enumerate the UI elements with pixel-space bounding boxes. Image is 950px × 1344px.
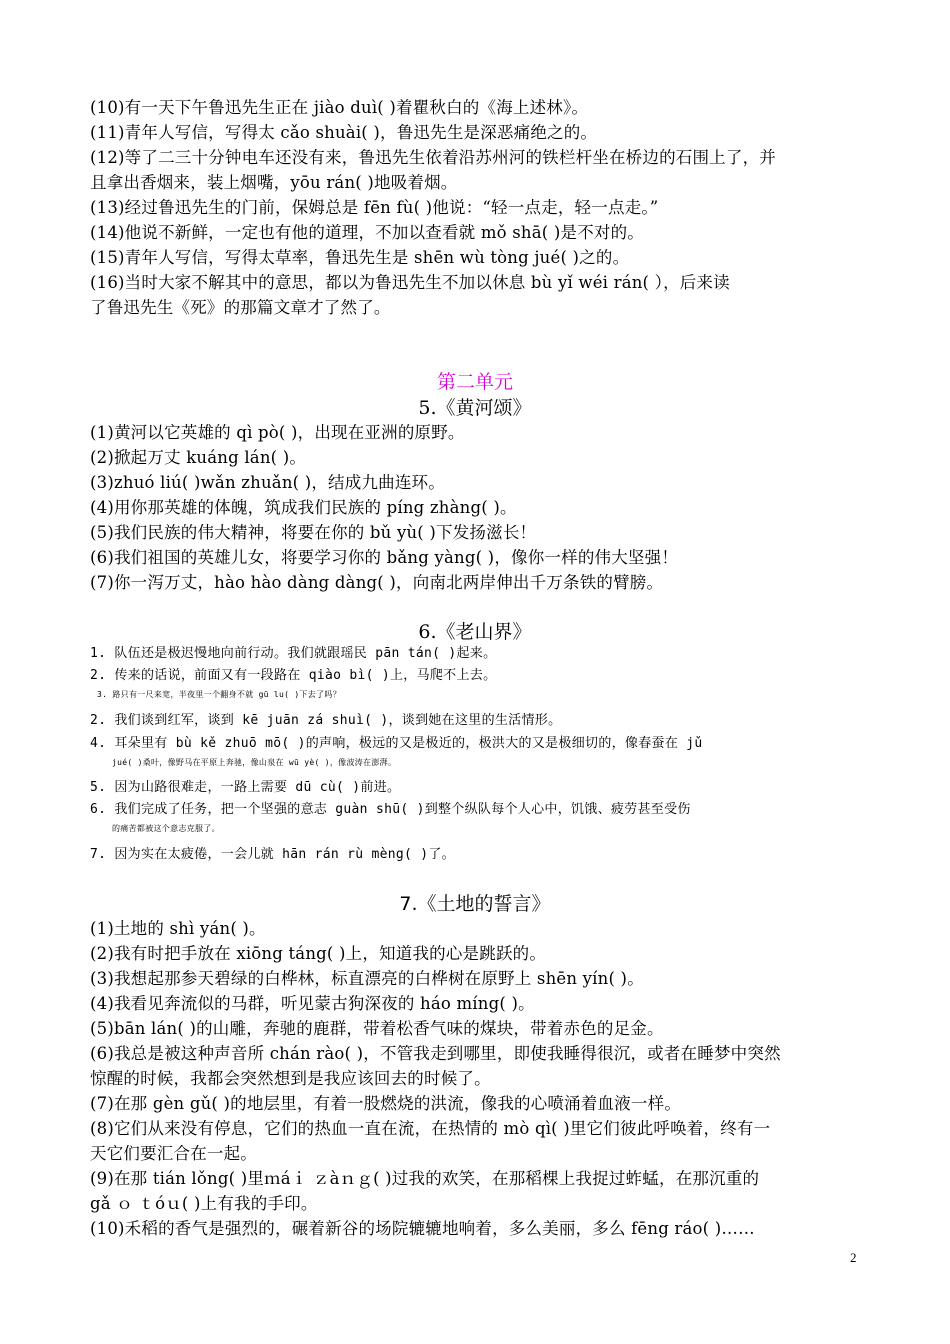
text-line: jué( )桑叶，像野马在平原上奔驰，像山泉在 wū yè( )，像波涛在澎湃。 (112, 758, 397, 767)
text-line: 2. 传来的话说，前面又有一段路在 qiào bì( )上，马爬不上去。 (90, 668, 497, 683)
text-line: 天它们要汇合在一起。 (90, 1144, 257, 1163)
text-line: 3. 路只有一尺来宽，半夜里一个翻身不就 gū lu( )下去了吗？ (97, 690, 341, 699)
text-line: 了鲁迅先生《死》的那篇文章才了然了。 (90, 298, 391, 317)
text-line: (3)zhuó liú( )wǎn zhuǎn( )，结成九曲连环。 (90, 473, 445, 492)
text-line: 4. 耳朵里有 bù kě zhuō mō( )的声响，极远的又是极近的，极洪大的又是极细切的，像春蚕在 jǔ (90, 736, 703, 751)
text-line: (10)有一天下午鲁迅先生正在 jiào duì( )着瞿秋白的《海上述林》。 (90, 98, 589, 117)
text-line: (4)用你那英雄的体魄，筑成我们民族的 píng zhàng( )。 (90, 498, 517, 517)
text-line: (7)你一泻万丈，hào hào dàng dàng( )，向南北两岸伸出千万条铁的臂膀。 (90, 573, 664, 592)
text-line: 2. 我们谈到红军，谈到 kē juān zá shuì( )，谈到她在这里的生活情形。 (90, 713, 562, 728)
text-line: (14)他说不新鲜，一定也有他的道理，不加以查看就 mǒ shā( )是不对的。 (90, 223, 644, 242)
text-line: (16)当时大家不解其中的意思，都以为鲁迅先生不加以休息 bù yǐ wéi rán( ），后来读 (90, 273, 730, 292)
text-line: 惊醒的时候，我都会突然想到是我应该回去的时候了。 (90, 1069, 491, 1088)
text-line: (13)经过鲁迅先生的门前，保姆总是 fēn fù( )他说：“轻一点走，轻一点走。” (90, 198, 659, 217)
text-line: (3)我想起那参天碧绿的白桦林，标直漂亮的白桦树在原野上 shēn yín( )。 (90, 969, 644, 988)
text-line: 的痛苦都被这个意志克服了。 (112, 824, 220, 833)
text-line: (6)我总是被这种声音所 chán rào( )，不管我走到哪里，即使我睡得很沉，或者在睡梦中突然 (90, 1044, 781, 1063)
text-line: 5. 因为山路很难走，一路上需要 dū cù( )前进。 (90, 780, 401, 795)
text-line: (10)禾稻的香气是强烈的，碾着新谷的场院辘辘地响着，多么美丽，多么 fēng ráo( )…… (90, 1219, 755, 1238)
text-line: (15)青年人写信，写得太草率，鲁迅先生是 shēn wù tòng jué( )之的。 (90, 248, 630, 267)
text-line: (1)土地的 shì yán( )。 (90, 919, 266, 938)
unit-title: 第二单元 (436, 371, 513, 393)
lesson-title: 6.《老山界》 (418, 621, 532, 643)
lesson-title: 7.《土地的誓言》 (399, 893, 551, 915)
text-line: (9)在那 tián lǒng( )里ｍáｉ ｚàｎｇ( )过我的欢笑，在那稻棵上我捉过蚱蜢，在那沉重的 (90, 1169, 760, 1188)
text-line: (1)黄河以它英雄的 qì pò( )，出现在亚洲的原野。 (90, 423, 465, 442)
text-line: 且拿出香烟来，装上烟嘴，yōu rán( )地吸着烟。 (90, 173, 458, 192)
text-line: (12)等了二三十分钟电车还没有来，鲁迅先生依着沿苏州河的铁栏杆坐在桥边的石围上了，并 (90, 148, 776, 167)
text-line: (8)它们从来没有停息，它们的热血一直在流，在热情的 mò qì( )里它们彼此呼唤着，终有一 (90, 1119, 771, 1138)
lesson-title: 5.《黄河颂》 (418, 397, 532, 419)
text-line: 7. 因为实在太疲倦，一会儿就 hān rán rù mèng( )了。 (90, 847, 455, 862)
text-line: (5)我们民族的伟大精神，将要在你的 bǔ yù( )下发扬滋长！ (90, 523, 537, 542)
text-line: gǎ ｏ ｔóｕ( )上有我的手印。 (90, 1194, 318, 1213)
text-line: (5)bān lán( )的山雕，奔驰的鹿群，带着松香气味的煤块，带着赤色的足金。 (90, 1019, 664, 1038)
text-line: (6)我们祖国的英雄儿女，将要学习你的 bǎng yàng( )，像你一样的伟大坚强！ (90, 548, 679, 567)
text-line: (7)在那 gèn gǔ( )的地层里，有着一股燃烧的洪流，像我的心喷涌着血液一样。 (90, 1094, 682, 1113)
text-line: (2)掀起万丈 kuáng lán( )。 (90, 448, 307, 467)
text-line: (11)青年人写信，写得太 cǎo shuài( )，鲁迅先生是深恶痛绝之的。 (90, 123, 598, 142)
text-line: 1. 队伍还是极迟慢地向前行动。我们就跟瑶民 pān tán( )起来。 (90, 646, 497, 661)
text-line: 6. 我们完成了任务，把一个坚强的意志 guàn shū( )到整个纵队每个人心中，饥饿、疲劳甚至受伤 (90, 802, 691, 817)
text-line: (4)我看见奔流似的马群，听见蒙古狗深夜的 háo míng( )。 (90, 994, 535, 1013)
text-line: (2)我有时把手放在 xiōng táng( )上，知道我的心是跳跃的。 (90, 944, 547, 963)
page-number: 2 (850, 1250, 857, 1265)
